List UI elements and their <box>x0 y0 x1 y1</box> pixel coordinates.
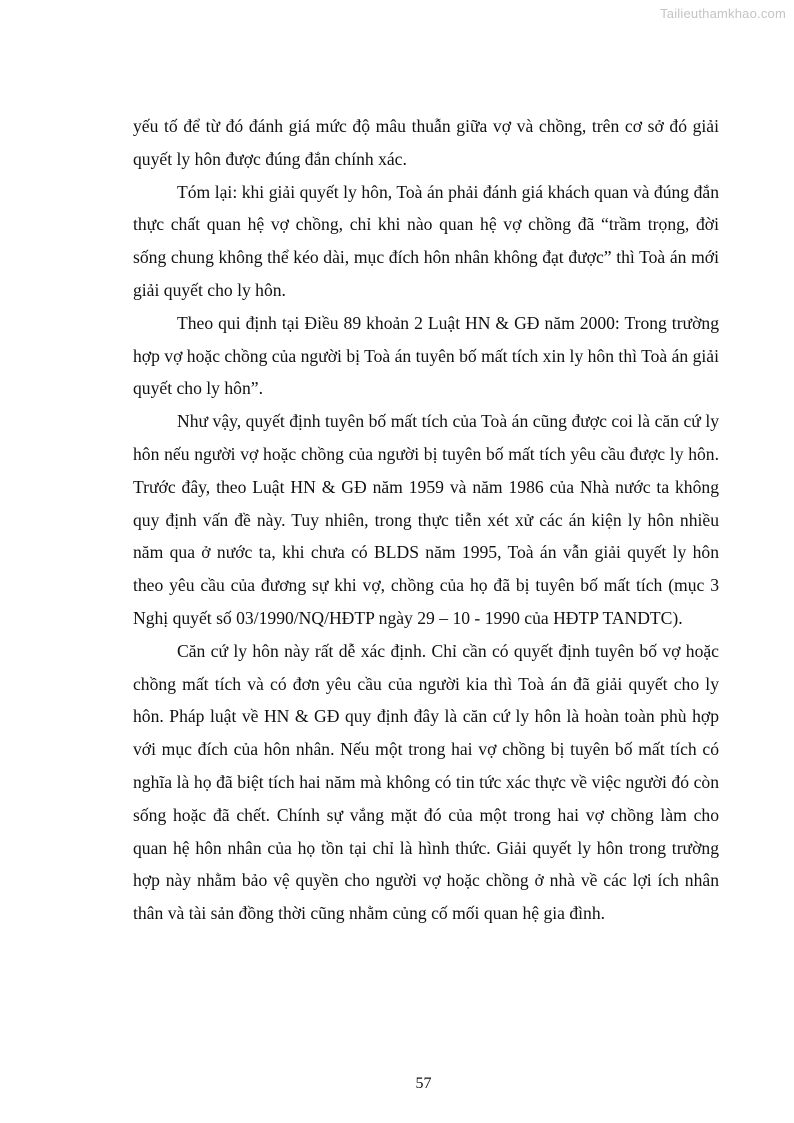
paragraph-2: Tóm lại: khi giải quyết ly hôn, Toà án phải đánh giá khách quan và đúng đắn thực chất quan hệ vợ chồng, chỉ khi nào quan hệ vợ chồng đã “trầm trọng, đời sống chung không thể kéo dài, mục đích hôn nhân không đạt được” thì Toà án mới giải quyết cho ly hôn. <box>133 181 719 300</box>
paragraph-3: Theo qui định tại Điều 89 khoản 2 Luật HN & GĐ năm 2000: Trong trường hợp vợ hoặc chồng của người bị Toà án tuyên bố mất tích xin ly hôn thì Toà án giải quyết cho ly hôn”. <box>133 312 719 399</box>
paragraph-5: Căn cứ ly hôn này rất dễ xác định. Chỉ cần có quyết định tuyên bố vợ hoặc chồng mất tích và có đơn yêu cầu của người kia thì Toà án đã giải quyết cho ly hôn. Pháp luật về HN & GĐ quy định đây là căn cứ ly hôn là hoàn toàn phù hợp với mục đích của hôn nhân. Nếu một trong hai vợ chồng bị tuyên bố mất tích có nghĩa là họ đã biệt tích hai năm mà không có tin tức xác thực về việc người đó còn sống hoặc đã chết. Chính sự vắng mặt đó của một trong hai vợ chồng làm cho quan hệ hôn nhân của họ tồn tại chỉ là hình thức. Giải quyết ly hôn trong trường hợp này nhằm bảo vệ quyền cho người vợ hoặc chồng ở nhà về các lợi ích nhân thân và tài sản đồng thời cũng nhằm củng cố mối quan hệ gia đình. <box>133 640 719 924</box>
document-body <box>133 110 719 930</box>
paragraph-4: Như vậy, quyết định tuyên bố mất tích của Toà án cũng được coi là căn cứ ly hôn nếu người vợ hoặc chồng của người bị tuyên bố mất tích yêu cầu được ly hôn. Trước đây, theo Luật HN & GĐ năm 1959 và năm 1986 của Nhà nước ta không quy định vấn đề này. Tuy nhiên, trong thực tiễn xét xử các án kiện ly hôn nhiều năm qua ở nước ta, khi chưa có BLDS năm 1995, Toà án vẫn giải quyết ly hôn theo yêu cầu của đương sự khi vợ, chồng của họ đã bị tuyên bố mất tích (mục 3 Nghị quyết số 03/1990/NQ/HĐTP ngày 29 – 10 - 1990 của HĐTP TANDTC). <box>133 411 719 628</box>
paragraph-1: yếu tố để từ đó đánh giá mức độ mâu thuẫn giữa vợ và chồng, trên cơ sở đó giải quyết ly hôn được đúng đắn chính xác. <box>133 116 719 169</box>
page-number: 57 <box>415 1075 432 1092</box>
watermark: Tailieuthamkhao.com <box>660 6 786 21</box>
